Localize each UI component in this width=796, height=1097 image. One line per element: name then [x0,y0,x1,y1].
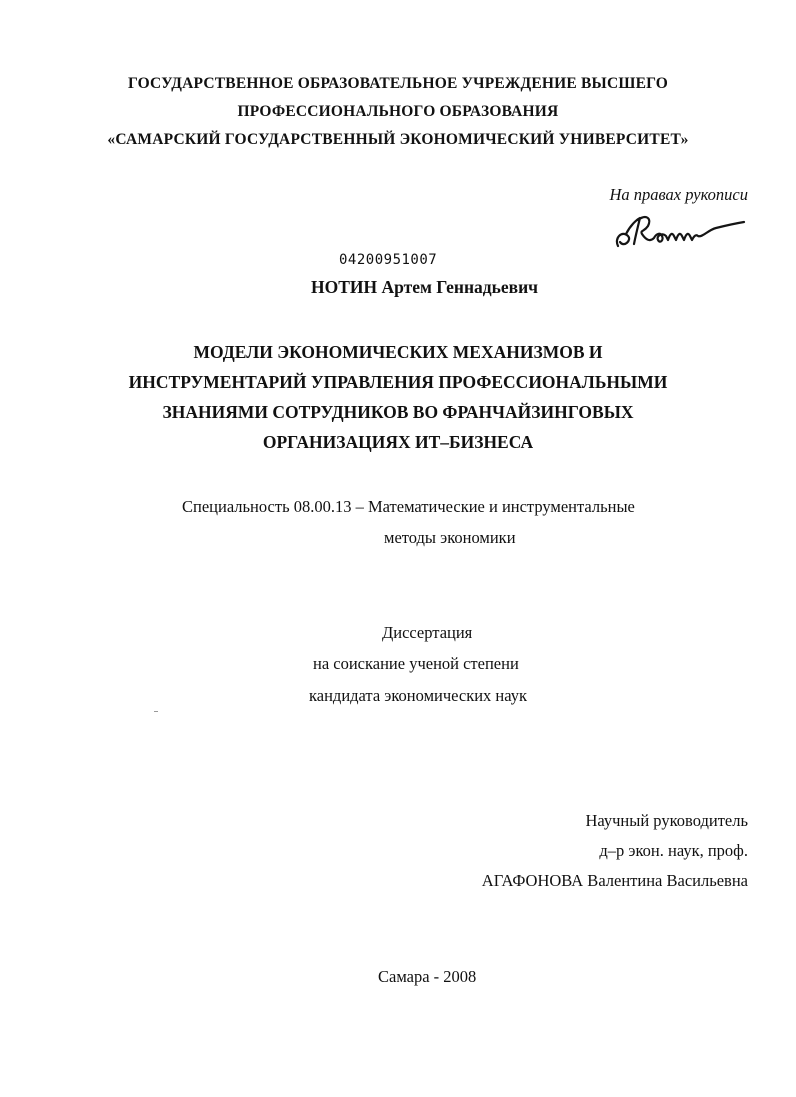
record-number: 04200951007 [339,252,438,268]
supervisor-role: Научный руководитель [585,811,748,830]
supervisor-degree: д–р экон. наук, проф. [599,841,748,860]
specialty-line-1: Специальность 08.00.13 – Математические и инструментальные [182,497,635,516]
author-signature [612,208,752,258]
institution-line-3: «САМАРСКИЙ ГОСУДАРСТВЕННЫЙ ЭКОНОМИЧЕСКИЙ УНИВЕРСИТЕТ» [107,131,689,148]
author-name: НОТИН Артем Геннадьевич [311,277,539,297]
institution-line-1: ГОСУДАРСТВЕННОЕ ОБРАЗОВАТЕЛЬНОЕ УЧРЕЖДЕНИЕ ВЫСШЕГО [127,75,669,92]
title-line-2: ИНСТРУМЕНТАРИЙ УПРАВЛЕНИЯ ПРОФЕССИОНАЛЬНЫМИ [128,372,668,392]
signature-graphic [612,208,752,258]
supervisor-name: АГАФОНОВА Валентина Васильевна [481,871,748,890]
dissertation-label: Диссертация [382,623,473,642]
place-year: Самара - 2008 [378,967,477,986]
degree-line-2: кандидата экономических наук [309,686,528,705]
title-line-1: МОДЕЛИ ЭКОНОМИЧЕСКИХ МЕХАНИЗМОВ И [193,342,603,362]
degree-line-1: на соискание ученой степени [313,654,519,673]
dissertation-title [0,337,796,457]
title-line-3: ЗНАНИЯМИ СОТРУДНИКОВ ВО ФРАНЧАЙЗИНГОВЫХ [162,402,634,422]
scan-speck [154,711,158,712]
title-line-4: ОРГАНИЗАЦИЯХ ИТ–БИЗНЕСА [262,432,534,452]
supervisor-block [482,806,748,896]
institution-line-2: ПРОФЕССИОНАЛЬНОГО ОБРАЗОВАНИЯ [237,103,559,120]
specialty-line-2: методы экономики [384,528,516,547]
institution-header [0,70,796,154]
rights-note: На правах рукописи [609,185,748,204]
